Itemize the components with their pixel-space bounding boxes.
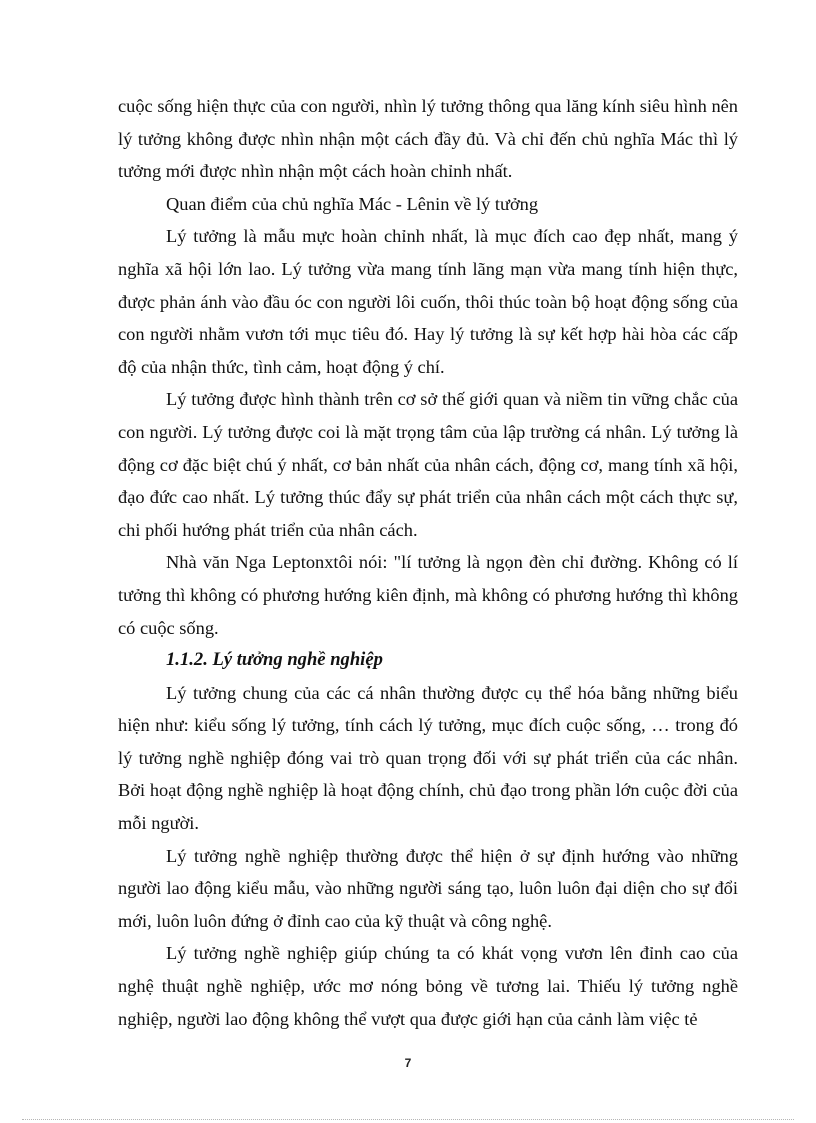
page-number: 7 (404, 1056, 412, 1070)
paragraph-ideal-formation: Lý tưởng được hình thành trên cơ sở thế giới quan và niềm tin vững chắc của con người. Lý tưởng được coi là mặt trọng tâm của lập trường cá nhân. Lý tưởng là động cơ đặc biệt chú ý nhất, cơ bản nhất của nhân cách, động cơ, mang tính xã hội, đạo đức cao nhất. Lý tưởng thúc đẩy sự phát triển của nhân cách một cách thực sự, chi phối hướng phát triển của nhân cách. (118, 389, 738, 540)
subheading-marxist-view: Quan điểm của chủ nghĩa Mác - Lênin về lý tưởng (166, 193, 539, 214)
paragraph-career-ideal-aspiration: Lý tưởng nghề nghiệp giúp chúng ta có khát vọng vươn lên đỉnh cao của nghệ thuật nghề nghiệp, ước mơ nóng bỏng về tương lai. Thiếu lý tưởng nghề nghiệp, người lao động không thể vượt qua được giới hạn của cảnh làm việc tẻ (118, 943, 738, 1029)
page-body (118, 90, 738, 1035)
paragraph-ideal-definition: Lý tưởng là mẫu mực hoàn chỉnh nhất, là mục đích cao đẹp nhất, mang ý nghĩa xã hội lớn lao. Lý tưởng vừa mang tính lãng mạn vừa mang tính hiện thực, được phản ánh vào đầu óc con người lôi cuốn, thôi thúc toàn bộ hoạt động sống của con người nhằm vươn tới mục tiêu đó. Hay lý tưởng là sự kết hợp hài hòa các cấp độ của nhận thức, tình cảm, hoạt động ý chí. (118, 226, 738, 377)
paragraph-tolstoy-quote: Nhà văn Nga Leptonxtôi nói: "lí tưởng là ngọn đèn chỉ đường. Không có lí tưởng thì không có phương hướng kiên định, mà không có phương hướng thì không có cuộc sống. (118, 552, 738, 638)
paragraph-continuation: cuộc sống hiện thực của con người, nhìn lý tưởng thông qua lăng kính siêu hình nên lý tưởng không được nhìn nhận một cách đầy đủ. Và chỉ đến chủ nghĩa Mác thì lý tưởng mới được nhìn nhận một cách hoàn chỉnh nhất. (118, 96, 738, 182)
section-heading-career-ideal: 1.1.2. Lý tưởng nghề nghiệp (166, 649, 383, 671)
paragraph-career-ideal-role: Lý tưởng chung của các cá nhân thường được cụ thể hóa bằng những biểu hiện như: kiểu sống lý tưởng, tính cách lý tưởng, mục đích cuộc sống, … trong đó lý tưởng nghề nghiệp đóng vai trò quan trọng đối với sự phát triển của các nhân. Bởi hoạt động nghề nghiệp là hoạt động chính, chủ đạo trong phần lớn cuộc đời của mỗi người. (118, 682, 738, 834)
paragraph-career-ideal-expression: Lý tưởng nghề nghiệp thường được thể hiện ở sự định hướng vào những người lao động kiểu mẫu, vào những người sáng tạo, luôn luôn đại diện cho sự đổi mới, luôn luôn đứng ở đỉnh cao của kỹ thuật và công nghệ. (118, 845, 738, 931)
page-break-divider (22, 1119, 794, 1120)
